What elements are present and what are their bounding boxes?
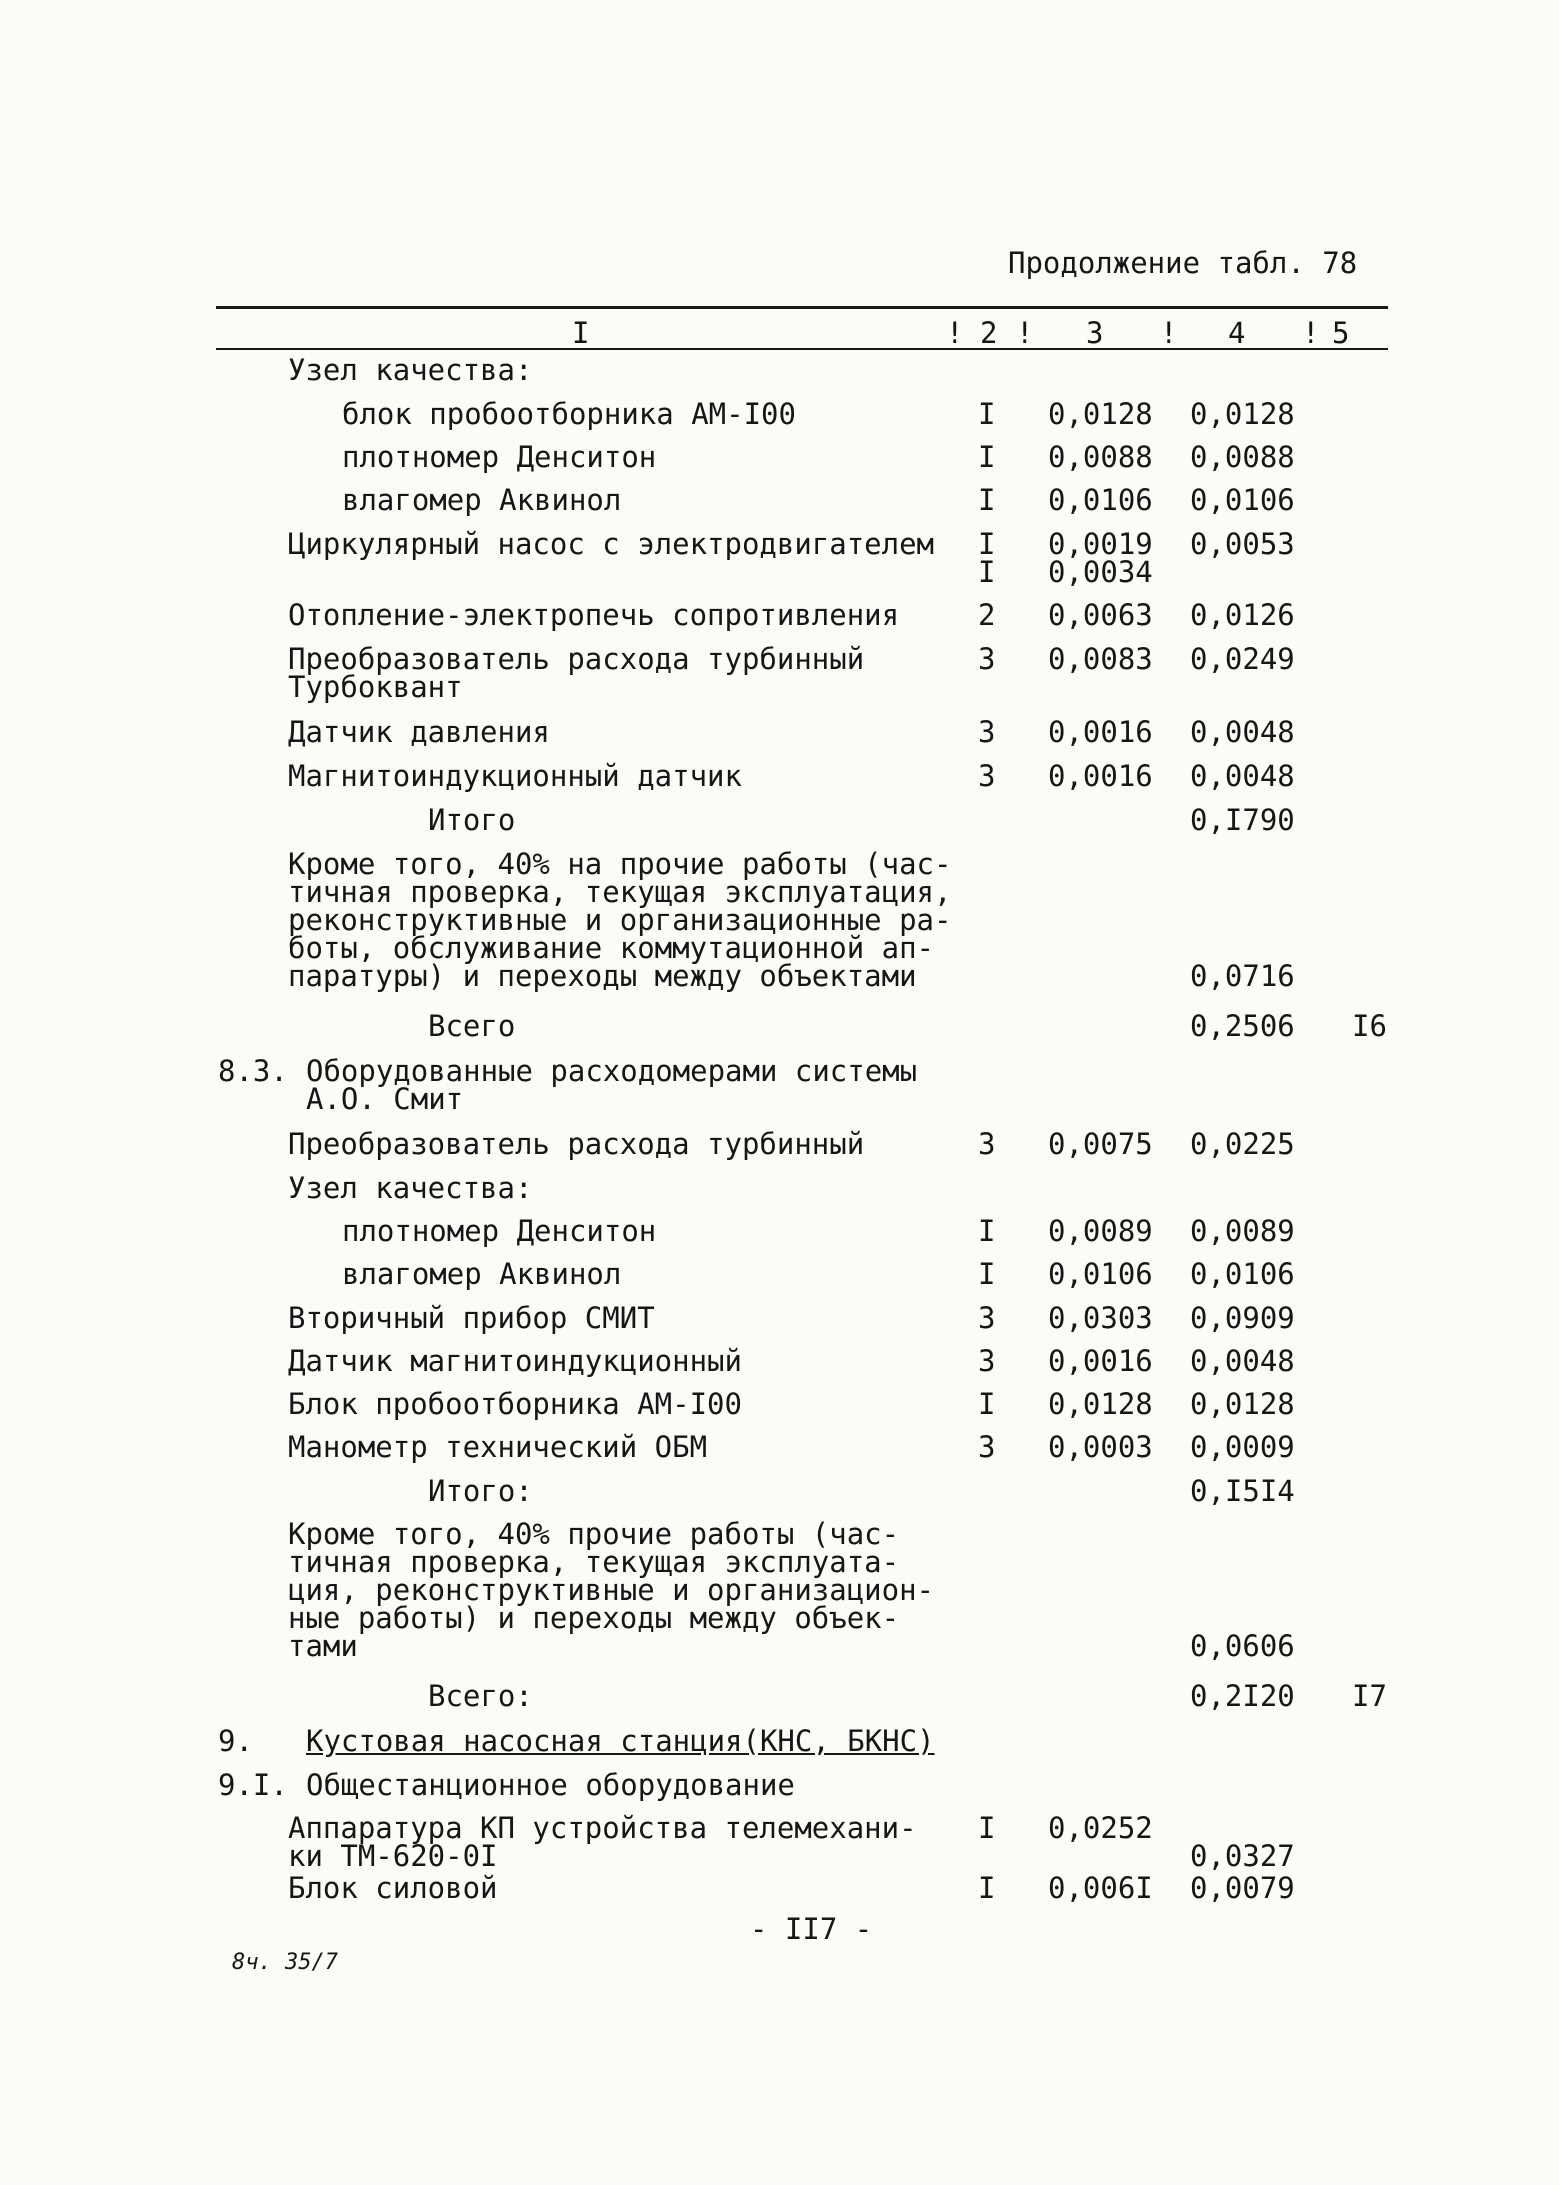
column-2-value: I xyxy=(978,1387,996,1421)
column-4-value: 0,0606 xyxy=(1190,1629,1295,1663)
item-name: влагомер Аквинол xyxy=(342,1257,622,1291)
column-3-value: 0,0063 xyxy=(1048,598,1153,632)
column-4-value: 0,0009 xyxy=(1190,1430,1295,1464)
item-name: Блок пробоотборника АМ-I00 xyxy=(288,1387,742,1421)
item-name: Циркулярный насос с электродвигателем xyxy=(288,527,935,561)
column-separator: ! xyxy=(1302,316,1320,350)
item-name: Кроме того, 40% на прочие работы (час- тичная проверка, текущая эксплуатация, реконструктивные и организационные ра- боты, обслуживание коммутационной ап- паратуры) и переходы между объектами xyxy=(288,847,952,993)
column-2-value: I xyxy=(978,1871,996,1905)
column-4-value: 0,2I20 xyxy=(1190,1679,1295,1713)
column-3-value: 0,0016 xyxy=(1048,759,1153,793)
column-2-value: 3 xyxy=(978,715,996,749)
section-title: Кустовая насосная станция(КНС, БКНС) xyxy=(306,1724,935,1758)
item-name: Всего xyxy=(428,1009,516,1043)
column-3-value: 0,0106 xyxy=(1048,1257,1153,1291)
item-name: Магнитоиндукционный датчик xyxy=(288,759,742,793)
column-3-value: 0,0003 xyxy=(1048,1430,1153,1464)
column-2-value: 3 xyxy=(978,1430,996,1464)
item-name: Датчик магнитоиндукционный xyxy=(288,1344,742,1378)
item-name: Блок силовой xyxy=(288,1871,498,1905)
column-separator: ! xyxy=(1160,316,1178,350)
column-3-value: 0,0252 xyxy=(1048,1811,1153,1845)
section-title: Общестанционное оборудование xyxy=(306,1768,795,1802)
column-3-value: 0,0075 xyxy=(1048,1127,1153,1161)
item-name: Кроме того, 40% прочие работы (час- тичная проверка, текущая эксплуата- ция, реконструктивные и организацион- ные работы) и переходы между объек- тами xyxy=(288,1517,935,1663)
column-4-value: 0,0048 xyxy=(1190,715,1295,749)
column-5-value: I6 xyxy=(1352,1009,1387,1043)
column-2-value: 3 xyxy=(978,1344,996,1378)
column-3-value: 0,0303 xyxy=(1048,1301,1153,1335)
column-4-value: 0,0716 xyxy=(1190,959,1295,993)
item-name: Итого xyxy=(428,803,516,837)
table-continuation-caption: Продолжение табл. 78 xyxy=(1008,246,1358,280)
item-name: плотномер Денситон xyxy=(342,440,657,474)
item-name: Отопление-электропечь сопротивления xyxy=(288,598,900,632)
item-name: блок пробоотборника АМ-I00 xyxy=(342,397,796,431)
column-2-value: I xyxy=(978,483,996,517)
column-4-value: 0,I790 xyxy=(1190,803,1295,837)
column-4-value: 0,0249 xyxy=(1190,642,1295,676)
column-header-1: I xyxy=(572,316,590,350)
section-title: Оборудованные расходомерами системы А.О. Смит xyxy=(306,1054,918,1116)
column-2-value: I xyxy=(978,1811,996,1845)
column-2-value: 3 xyxy=(978,642,996,676)
column-2-value: I xyxy=(978,1214,996,1248)
column-3-value: 0,0128 xyxy=(1048,397,1153,431)
column-separator: ! xyxy=(946,316,964,350)
column-header-4: 4 xyxy=(1228,316,1246,350)
item-name: Аппаратура КП устройства телемехани- ки ТМ-620-0I xyxy=(288,1811,917,1873)
column-2-value: I xyxy=(978,440,996,474)
column-2-value: 2 xyxy=(978,598,996,632)
item-name: влагомер Аквинол xyxy=(342,483,622,517)
column-3-value: 0,0016 xyxy=(1048,715,1153,749)
column-4-value: 0,0079 xyxy=(1190,1871,1295,1905)
column-separator: ! xyxy=(1016,316,1034,350)
column-3-value: 0,0019 0,0034 xyxy=(1048,527,1153,589)
column-4-value: 0,0088 xyxy=(1190,440,1295,474)
column-2-value: I xyxy=(978,397,996,431)
column-4-value: 0,0909 xyxy=(1190,1301,1295,1335)
column-2-value: 3 xyxy=(978,1127,996,1161)
column-4-value: 0,0048 xyxy=(1190,1344,1295,1378)
column-4-value: 0,0106 xyxy=(1190,483,1295,517)
column-4-value: 0,0126 xyxy=(1190,598,1295,632)
column-3-value: 0,0083 xyxy=(1048,642,1153,676)
table-header-rule xyxy=(216,348,1388,350)
item-name: Всего: xyxy=(428,1679,533,1713)
column-3-value: 0,0016 xyxy=(1048,1344,1153,1378)
column-4-value: 0,0225 xyxy=(1190,1127,1295,1161)
item-name: Манометр технический ОБМ xyxy=(288,1430,708,1464)
column-4-value: 0,0048 xyxy=(1190,759,1295,793)
item-name: Датчик давления xyxy=(288,715,550,749)
column-2-value: 3 xyxy=(978,1301,996,1335)
column-2-value: 3 xyxy=(978,759,996,793)
column-header-5: 5 xyxy=(1332,316,1350,350)
page-number: - II7 - xyxy=(750,1912,873,1946)
item-name: Итого: xyxy=(428,1474,533,1508)
column-2-value: I xyxy=(978,1257,996,1291)
column-3-value: 0,0128 xyxy=(1048,1387,1153,1421)
column-4-value: 0,0128 xyxy=(1190,397,1295,431)
item-name: Узел качества: xyxy=(288,1171,533,1205)
column-4-value: 0,0128 xyxy=(1190,1387,1295,1421)
column-2-value: I I xyxy=(978,527,996,589)
item-name: Преобразователь расхода турбинный Турбоквант xyxy=(288,642,865,704)
column-header-3: 3 xyxy=(1086,316,1104,350)
table-top-rule xyxy=(216,306,1388,309)
column-3-value: 0,0089 xyxy=(1048,1214,1153,1248)
section-number: 8.3. xyxy=(218,1054,288,1088)
column-4-value: 0,0327 xyxy=(1190,1839,1295,1873)
section-number: 9.I. xyxy=(218,1768,288,1802)
column-4-value: 0,0106 xyxy=(1190,1257,1295,1291)
item-name: Узел качества: xyxy=(288,353,533,387)
archive-stamp: 8ч. 35/7 xyxy=(232,1950,338,1975)
item-name: Преобразователь расхода турбинный xyxy=(288,1127,865,1161)
column-4-value: 0,0053 xyxy=(1190,527,1295,561)
column-3-value: 0,0106 xyxy=(1048,483,1153,517)
column-4-value: 0,2506 xyxy=(1190,1009,1295,1043)
column-4-value: 0,0089 xyxy=(1190,1214,1295,1248)
column-3-value: 0,006I xyxy=(1048,1871,1153,1905)
section-number: 9. xyxy=(218,1724,253,1758)
column-3-value: 0,0088 xyxy=(1048,440,1153,474)
item-name: плотномер Денситон xyxy=(342,1214,657,1248)
column-5-value: I7 xyxy=(1352,1679,1387,1713)
item-name: Вторичный прибор СМИТ xyxy=(288,1301,655,1335)
column-4-value: 0,I5I4 xyxy=(1190,1474,1295,1508)
column-header-2: 2 xyxy=(980,316,998,350)
